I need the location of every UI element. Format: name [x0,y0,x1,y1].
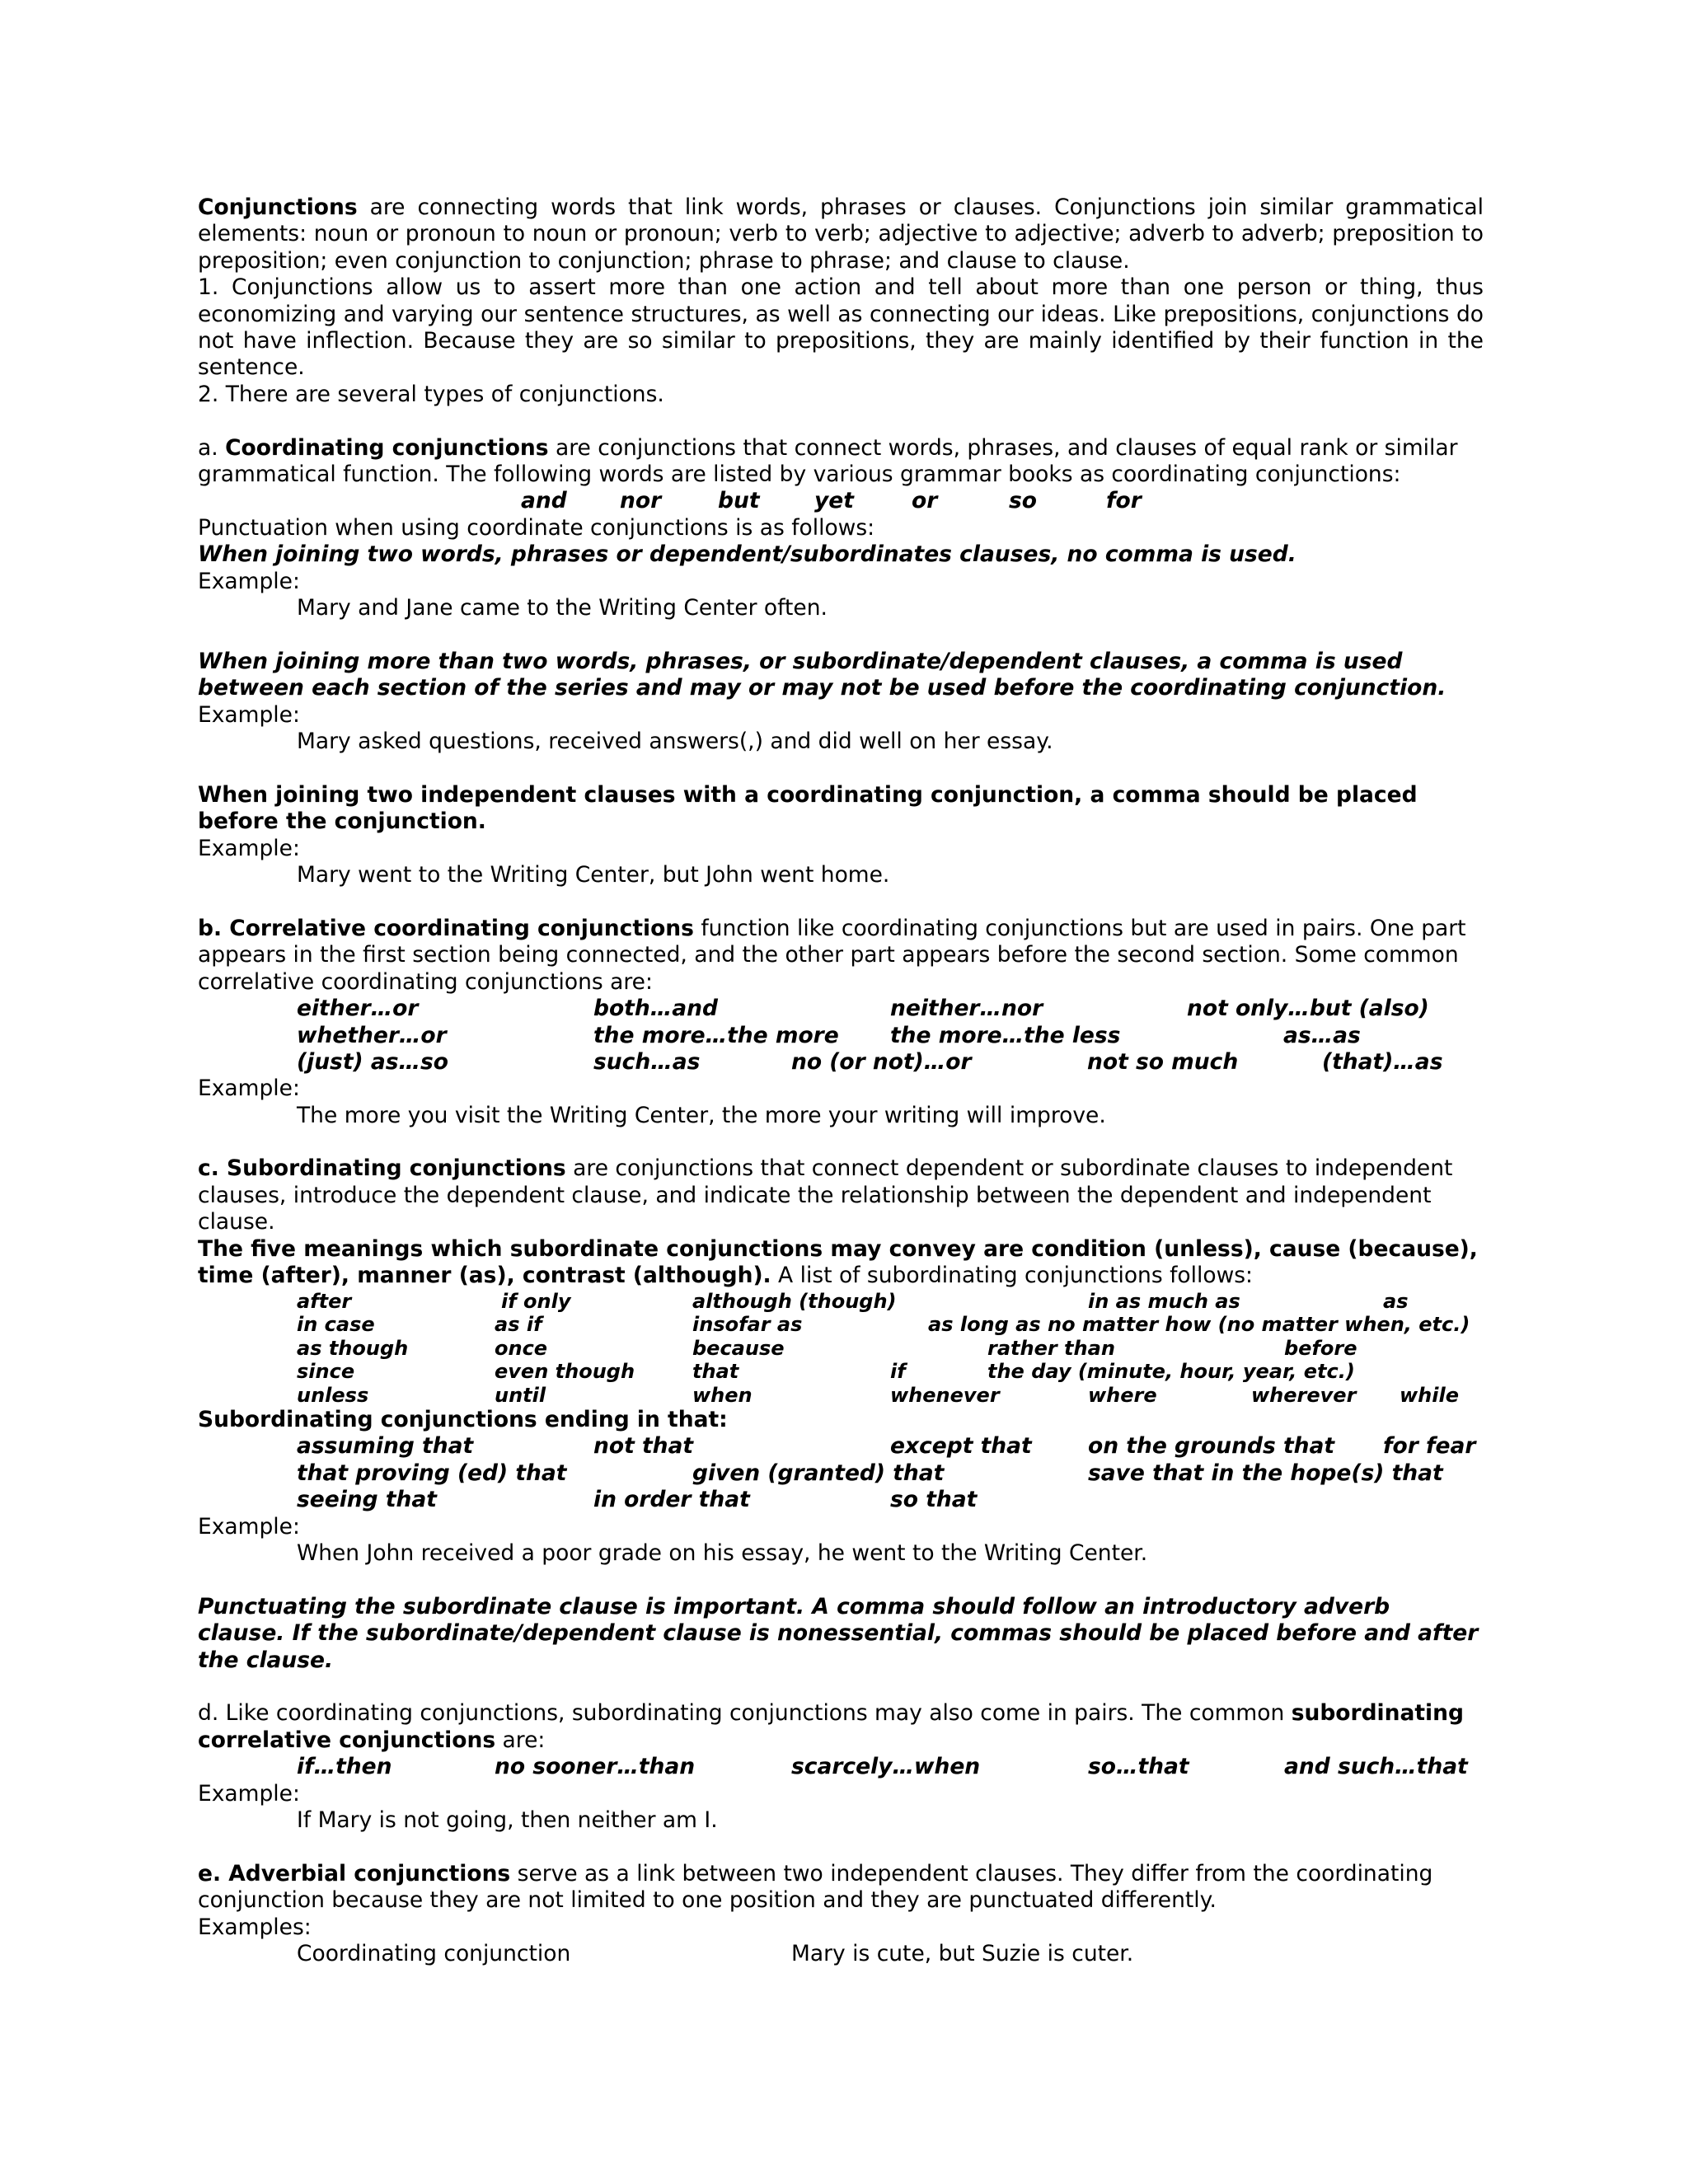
examples-label: Examples: [198,1914,312,1940]
example-sentence: The more you visit the Writing Center, the more your writing will improve. [297,1102,1106,1128]
sub-correlative-term: subordinating correlative conjunctions [198,1700,1464,1753]
subordinating-word: if only [501,1289,571,1313]
adverbial-example-row [198,1941,1484,1967]
that-row [198,1487,1484,1513]
coordinating-words-row [198,488,1484,514]
document-page [198,194,1484,1967]
subordinating-row [198,1313,1484,1337]
correlative-pair: (just) as…so [297,1048,448,1075]
coordinating-word: but [718,488,760,514]
coordinating-word: for [1106,488,1142,514]
that-row [198,1460,1484,1487]
coordinating-rule-2: When joining more than two words, phrases, or subordinate/dependent clauses, a comma is used between each section of the series and may or may not be used before the coordinating conjunction. [198,648,1447,701]
subordinating-meanings-text: The five meanings which subordinate conjunctions may convey are condition (unless), cause (because), time (after), manner (as), contrast (although). [198,1235,1478,1289]
subordinating-word: when [692,1383,753,1407]
punctuation-intro: Punctuation when using coordinate conjunctions is as follows: [198,514,875,541]
subordinating-word: as long as no matter how (no matter when, etc.) [928,1313,1470,1337]
intro-point-2: 2. There are several types of conjunctions. [198,381,664,407]
coordinating-word: and [521,488,567,514]
subordinating-word: once [495,1336,548,1360]
sub-correlative-pair: so…that [1088,1754,1189,1780]
example-sentence: Mary went to the Writing Center, but John went home. [297,862,890,888]
subordinating-word: wherever [1251,1383,1357,1407]
subordinating-word: after [297,1289,352,1313]
sub-correlative-tail: are: [495,1727,546,1753]
subordinating-word: as if [495,1313,542,1337]
correlative-row [198,1049,1484,1076]
subordinating-word: because [692,1336,785,1360]
sub-correlative-row [198,1754,1484,1780]
subordinating-word: since [297,1360,355,1384]
subordinating-word: even though [495,1360,635,1384]
correlative-pair: such…as [593,1048,701,1075]
subordinating-paragraph [198,1155,1484,1235]
correlative-pair: the more…the more [593,1022,839,1048]
correlative-row [198,1023,1484,1049]
example-label: Example: [198,1513,300,1540]
adverbial-term: e. Adverbial conjunctions [198,1860,511,1886]
subordinating-word: while [1400,1383,1459,1407]
correlative-pair: the more…the less [890,1022,1121,1048]
coordinating-word: nor [620,488,662,514]
that-row [198,1433,1484,1460]
that-conjunction: save that in the hope(s) that [1088,1460,1443,1486]
sub-correlative-pair: scarcely…when [791,1754,981,1780]
coordinating-rule-1: When joining two words, phrases or dependent/subordinates clauses, no comma is used. [198,541,1296,568]
subordinating-word: rather than [987,1336,1115,1360]
example-sentence: When John received a poor grade on his essay, he went to the Writing Center. [297,1540,1148,1566]
intro-definition: are connecting words that link words, phrases or clauses. Conjunctions join similar grammatical elements: noun or pronoun to noun or pronoun; verb to verb; adjective to adjective; adverb to adverb; preposition to preposition; even conjunction to conjunction; phrase to phrase; and clause to clause. [198,194,1484,274]
subordinating-word: insofar as [692,1313,803,1337]
coordinating-rule-3: When joining two independent clauses with a coordinating conjunction, a comma should be placed before the conjunction. [198,781,1418,835]
that-conjunction: so that [890,1487,978,1513]
correlative-pair: whether…or [297,1022,447,1048]
subordinating-word: as though [297,1336,409,1360]
subordinating-word: in as much as [1088,1289,1240,1313]
correlative-pair: no (or not)…or [791,1048,972,1075]
subordinating-row [198,1384,1484,1408]
subordinating-word: if [890,1360,906,1384]
coordinating-term: Coordinating conjunctions [225,434,549,461]
subordinating-meanings [198,1236,1484,1290]
correlative-pair: as…as [1283,1022,1361,1048]
coordinating-word: yet [814,488,854,514]
that-conjunction: in order that [593,1487,750,1513]
coordinating-prefix: a. [198,434,226,461]
coordinating-definition: are conjunctions that connect words, phrases, and clauses of equal rank or similar grammatical function. The following words are listed by various grammar books as coordinating conjunctions: [198,434,1458,488]
that-conjunction: on the grounds that [1088,1433,1335,1460]
subordinating-row [198,1337,1484,1361]
example-label: Example: [198,1780,300,1807]
subordinating-punct-rule: Punctuating the subordinate clause is important. A comma should follow an introductory adverb clause. If the subordinate/dependent clause is nonessential, commas should be placed before and after the clause. [198,1593,1479,1673]
correlative-row [198,996,1484,1022]
adverbial-definition: serve as a link between two independent clauses. They differ from the coordinating conjunction because they are not limited to one position and they are punctuated differently. [198,1860,1433,1914]
example-label: Example: [198,835,300,861]
correlative-pair: either…or [297,996,419,1022]
subordinating-term: c. Subordinating conjunctions [198,1155,566,1182]
that-conjunction: not that [593,1433,694,1460]
subordinating-word: the day (minute, hour, year, etc.) [987,1360,1355,1384]
subordinating-list-intro: A list of subordinating conjunctions follows: [771,1263,1253,1289]
subordinating-word: before [1284,1336,1357,1360]
subordinating-word: as [1383,1289,1409,1313]
coordinating-word: or [912,488,938,514]
sub-correlative-paragraph [198,1700,1484,1754]
example-sentence: Mary and Jane came to the Writing Center often. [297,595,828,621]
that-heading: Subordinating conjunctions ending in that: [198,1407,728,1433]
subordinating-word: in case [297,1313,375,1337]
coordinating-word: so [1009,488,1037,514]
example-label: Example: [198,701,300,728]
subordinating-row [198,1360,1484,1384]
subordinating-word: although (though) [692,1289,897,1313]
correlative-pair: both…and [593,996,718,1022]
intro-point-1: 1. Conjunctions allow us to assert more than one action and tell about more than one person or thing, thus economizing and varying our sentence structures, as well as connecting our ideas. Like prepositions, conjunctions do not have inflection. Because they are so similar to prepositions, they are mainly identified by their function in the sentence. [198,274,1484,381]
correlative-paragraph [198,916,1484,996]
subordinating-definition: are conjunctions that connect dependent or subordinate clauses to independent clauses, introduce the dependent clause, and indicate the relationship between the dependent and independent clause. [198,1155,1453,1235]
subordinating-word: whenever [890,1383,1000,1407]
correlative-pair: (that)…as [1322,1048,1443,1075]
correlative-definition: function like coordinating conjunctions but are used in pairs. One part appears in the first section being connected, and the other part appears before the second section. Some common correlative coordinating conjunctions are: [198,915,1466,995]
subordinating-word: where [1088,1383,1157,1407]
that-conjunction: except that [890,1433,1032,1460]
sub-correlative-pair: no sooner…than [495,1754,696,1780]
adverbial-paragraph [198,1861,1484,1915]
example-label: Example: [198,1076,300,1102]
example-sentence: Mary asked questions, received answers(,) and did well on her essay. [297,729,1053,755]
that-conjunction: for fear [1383,1433,1476,1460]
intro-term: Conjunctions [198,194,358,220]
correlative-pair: not so much [1087,1048,1239,1075]
that-conjunction: that proving (ed) that [297,1460,567,1486]
subordinating-row [198,1290,1484,1314]
intro-paragraph [198,194,1484,274]
sub-correlative-pair: and such…that [1284,1754,1468,1780]
sub-correlative-lead: d. Like coordinating conjunctions, subordinating conjunctions may also come in pairs. The common [198,1700,1292,1727]
that-conjunction: assuming that [297,1433,474,1460]
that-conjunction: seeing that [297,1487,437,1513]
example-label: Example: [198,568,300,594]
example-sentence: If Mary is not going, then neither am I. [297,1807,718,1834]
correlative-term: b. Correlative coordinating conjunctions [198,915,694,941]
sub-correlative-pair: if…then [297,1754,392,1780]
correlative-pair: not only…but (also) [1187,996,1429,1022]
adverbial-row-example: Mary is cute, but Suzie is cuter. [791,1941,1134,1967]
subordinating-word: that [692,1360,739,1384]
that-conjunction: given (granted) that [692,1460,945,1486]
coordinating-paragraph [198,435,1484,489]
correlative-pair: neither…nor [890,996,1043,1022]
adverbial-row-label: Coordinating conjunction [297,1941,571,1967]
subordinating-word: until [495,1383,546,1407]
subordinating-word: unless [297,1383,369,1407]
